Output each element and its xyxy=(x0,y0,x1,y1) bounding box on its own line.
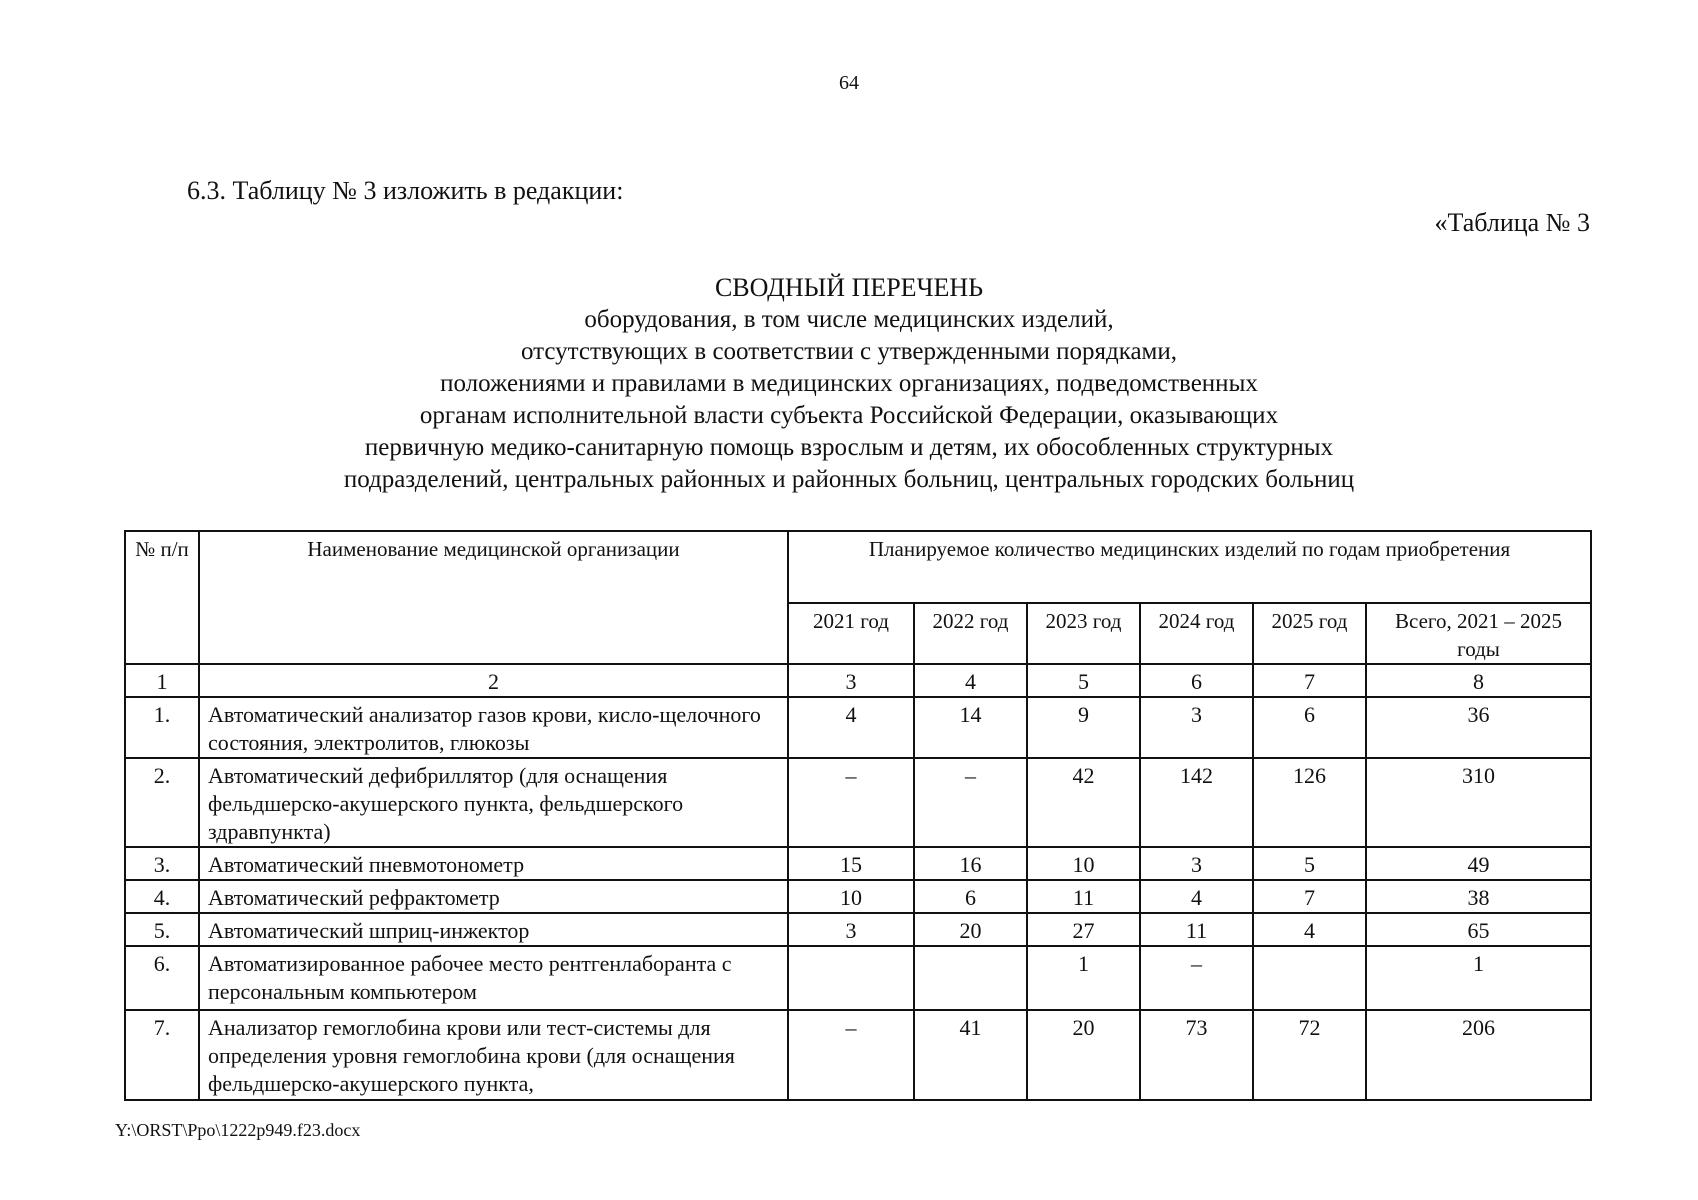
row-number: 1. xyxy=(125,697,199,758)
value-2021 xyxy=(788,946,914,1010)
document-title xyxy=(0,272,1698,496)
value-2022: 6 xyxy=(914,880,1027,913)
column-number: 1 xyxy=(125,664,199,697)
value-2021: – xyxy=(788,758,914,847)
table-caption: «Таблица № 3 xyxy=(1434,208,1590,237)
intro-text: 6.3. Таблицу № 3 изложить в редакции: xyxy=(187,176,624,205)
value-2024: 142 xyxy=(1140,758,1253,847)
column-number: 6 xyxy=(1140,664,1253,697)
header-year-2022: 2022 год xyxy=(914,603,1027,664)
value-2023: 1 xyxy=(1027,946,1140,1010)
equipment-table xyxy=(124,530,1592,1101)
value-2023: 20 xyxy=(1027,1010,1140,1100)
header-total: Всего, 2021 – 2025 годы xyxy=(1366,603,1591,664)
row-number: 5. xyxy=(125,913,199,946)
column-number: 3 xyxy=(788,664,914,697)
value-total: 36 xyxy=(1366,697,1591,758)
value-2025: 4 xyxy=(1253,913,1366,946)
value-2025: 7 xyxy=(1253,880,1366,913)
header-year-2024: 2024 год xyxy=(1140,603,1253,664)
organization-name: Автоматизированное рабочее место рентгенлаборанта с персональным компьютером xyxy=(199,946,788,1010)
value-total: 310 xyxy=(1366,758,1591,847)
value-2023: 11 xyxy=(1027,880,1140,913)
column-number-row xyxy=(125,664,1591,697)
organization-name: Автоматический анализатор газов крови, кисло-щелочного состояния, электролитов, глюкозы xyxy=(199,697,788,758)
table-row xyxy=(125,697,1591,758)
value-total: 49 xyxy=(1366,847,1591,880)
title-line: подразделений, центральных районных и районных больниц, центральных городских больниц xyxy=(343,466,1355,493)
title-line: первичную медико-санитарную помощь взрослым и детям, их обособленных структурных xyxy=(364,434,1334,461)
title-line: отсутствующих в соответствии с утвержденными порядками, xyxy=(520,338,1178,365)
header-num: № п/п xyxy=(125,531,199,664)
row-number: 4. xyxy=(125,880,199,913)
title-line: оборудования, в том числе медицинских изделий, xyxy=(584,306,1114,333)
title-line: положениями и правилами в медицинских организациях, подведомственных xyxy=(440,370,1258,397)
row-number: 6. xyxy=(125,946,199,1010)
value-total: 65 xyxy=(1366,913,1591,946)
value-total: 38 xyxy=(1366,880,1591,913)
row-number: 7. xyxy=(125,1010,199,1100)
organization-name: Автоматический шприц-инжектор xyxy=(199,913,788,946)
value-total: 206 xyxy=(1366,1010,1591,1100)
file-path-footer: Y:\ORST\Ppo\1222p949.f23.docx xyxy=(115,1120,361,1140)
value-2022: – xyxy=(914,758,1027,847)
organization-name: Анализатор гемоглобина крови или тест-системы для определения уровня гемоглобина крови (для оснащения фельдшерско-акушерского пункта, xyxy=(199,1010,788,1100)
value-2022: 20 xyxy=(914,913,1027,946)
value-2024: 3 xyxy=(1140,697,1253,758)
table-row xyxy=(125,880,1591,913)
value-2023: 10 xyxy=(1027,847,1140,880)
value-2022: 41 xyxy=(914,1010,1027,1100)
header-planned: Планируемое количество медицинских изделий по годам приобретения xyxy=(788,531,1591,603)
organization-name: Автоматический пневмотонометр xyxy=(199,847,788,880)
table-row xyxy=(125,1010,1591,1100)
title-line: органам исполнительной власти субъекта Российской Федерации, оказывающих xyxy=(419,402,1279,429)
title-main: СВОДНЫЙ ПЕРЕЧЕНЬ xyxy=(714,273,984,302)
value-2024: 73 xyxy=(1140,1010,1253,1100)
value-2022: 14 xyxy=(914,697,1027,758)
value-2024: 11 xyxy=(1140,913,1253,946)
column-number: 5 xyxy=(1027,664,1140,697)
value-2022 xyxy=(914,946,1027,1010)
column-number: 8 xyxy=(1366,664,1591,697)
value-2024: – xyxy=(1140,946,1253,1010)
value-2024: 4 xyxy=(1140,880,1253,913)
value-2025: 5 xyxy=(1253,847,1366,880)
organization-name: Автоматический рефрактометр xyxy=(199,880,788,913)
table-row xyxy=(125,847,1591,880)
table-row xyxy=(125,758,1591,847)
column-number: 7 xyxy=(1253,664,1366,697)
value-2021: 15 xyxy=(788,847,914,880)
header-year-2023: 2023 год xyxy=(1027,603,1140,664)
table-row xyxy=(125,946,1591,1010)
value-2025: 6 xyxy=(1253,697,1366,758)
page-number: 64 xyxy=(839,72,859,94)
header-year-2021: 2021 год xyxy=(788,603,914,664)
value-2022: 16 xyxy=(914,847,1027,880)
organization-name: Автоматический дефибриллятор (для оснащения фельдшерско-акушерского пункта, фельдшерского здравпункта) xyxy=(199,758,788,847)
value-2021: 4 xyxy=(788,697,914,758)
value-2024: 3 xyxy=(1140,847,1253,880)
value-2021: – xyxy=(788,1010,914,1100)
table-row xyxy=(125,913,1591,946)
value-2025: 126 xyxy=(1253,758,1366,847)
value-2023: 9 xyxy=(1027,697,1140,758)
header-name: Наименование медицинской организации xyxy=(199,531,788,664)
header-year-2025: 2025 год xyxy=(1253,603,1366,664)
value-2025: 72 xyxy=(1253,1010,1366,1100)
column-number: 2 xyxy=(199,664,788,697)
column-number: 4 xyxy=(914,664,1027,697)
value-2023: 27 xyxy=(1027,913,1140,946)
row-number: 3. xyxy=(125,847,199,880)
row-number: 2. xyxy=(125,758,199,847)
value-total: 1 xyxy=(1366,946,1591,1010)
value-2023: 42 xyxy=(1027,758,1140,847)
value-2025 xyxy=(1253,946,1366,1010)
value-2021: 3 xyxy=(788,913,914,946)
value-2021: 10 xyxy=(788,880,914,913)
